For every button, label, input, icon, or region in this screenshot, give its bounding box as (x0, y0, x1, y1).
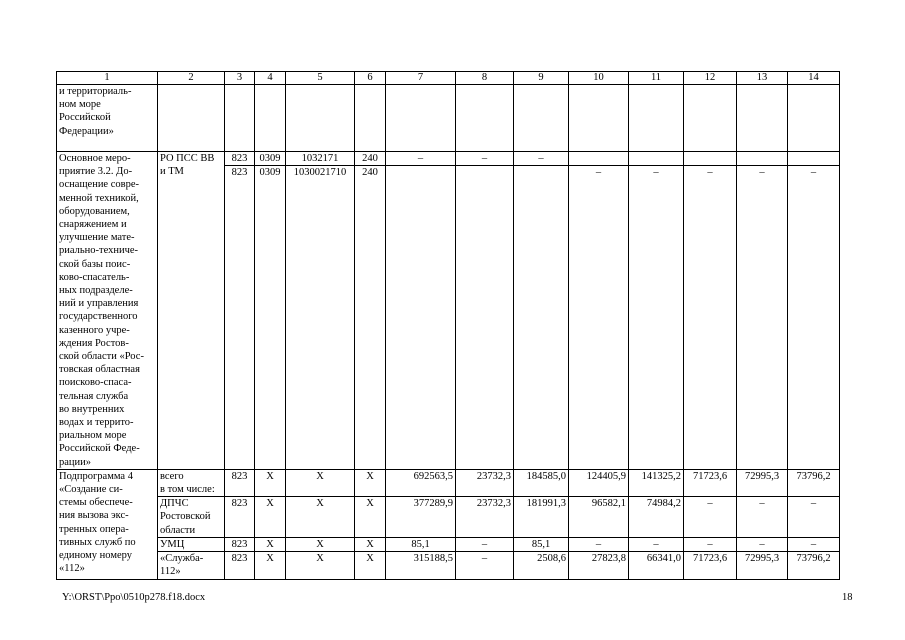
cell (569, 152, 629, 166)
cell: – (629, 166, 684, 470)
row-title: Основное меро- приятие 3.2. До- оснащение совре- менной техникой, оборудованием, снаряжением и улучшение мате- риально-техниче- ской базы поис- ково-спасатель- ных подразделе- ний и управления государственного казенного учре- ждения Ростов- ской области «Рос- товская областная поисково-спаса- тельная служба во внутренних водах и террито- риальном море Российской Феде- рации» (57, 152, 158, 470)
cell: X (355, 552, 386, 579)
col-header: 8 (456, 72, 514, 85)
cell: 377289,9 (386, 497, 456, 538)
cell: 240 (355, 152, 386, 166)
cell: 141325,2 (629, 469, 684, 496)
col-header: 6 (355, 72, 386, 85)
cell: X (286, 552, 355, 579)
table-row (57, 497, 840, 538)
cell: – (737, 537, 788, 551)
cell: 124405,9 (569, 469, 629, 496)
cell: X (255, 497, 286, 538)
cell: – (788, 497, 840, 538)
cell: X (286, 497, 355, 538)
cell: 1032171 (286, 152, 355, 166)
cell: 0309 (255, 166, 286, 470)
cell: 1030021710 (286, 166, 355, 470)
cell: X (355, 497, 386, 538)
cell (684, 152, 737, 166)
cell: 85,1 (514, 537, 569, 551)
cell (514, 166, 569, 470)
cell: 823 (225, 152, 255, 166)
cell: X (286, 537, 355, 551)
cell: – (684, 537, 737, 551)
cell (737, 152, 788, 166)
cell: – (569, 166, 629, 470)
cell: 72995,3 (737, 552, 788, 579)
cell: – (737, 497, 788, 538)
cell: – (629, 537, 684, 551)
table-row (57, 152, 840, 166)
cell: 85,1 (386, 537, 456, 551)
col-header: 9 (514, 72, 569, 85)
col-header: 12 (684, 72, 737, 85)
cell: 315188,5 (386, 552, 456, 579)
col-header: 10 (569, 72, 629, 85)
cell: 692563,5 (386, 469, 456, 496)
col-header: 4 (255, 72, 286, 85)
continuation-row (57, 85, 840, 152)
cell: – (456, 152, 514, 166)
executor-cell: всего в том числе: (158, 469, 225, 496)
cell: – (456, 552, 514, 579)
cell: – (514, 152, 569, 166)
header-row (57, 72, 840, 85)
cell: – (386, 152, 456, 166)
cell: 73796,2 (788, 469, 840, 496)
cell: 23732,3 (456, 497, 514, 538)
executor-cell: УМЦ (158, 537, 225, 551)
cell: – (684, 166, 737, 470)
cell: – (456, 537, 514, 551)
cell: – (684, 497, 737, 538)
cell: 96582,1 (569, 497, 629, 538)
cell: X (355, 469, 386, 496)
cell: 823 (225, 537, 255, 551)
cell: – (788, 166, 840, 470)
cell: 66341,0 (629, 552, 684, 579)
col-header: 14 (788, 72, 840, 85)
col-header: 2 (158, 72, 225, 85)
cell: 72995,3 (737, 469, 788, 496)
table-row (57, 537, 840, 551)
cell: 71723,6 (684, 552, 737, 579)
table-row (57, 469, 840, 496)
page-number: 18 (842, 592, 853, 603)
cell: 23732,3 (456, 469, 514, 496)
cell: 0309 (255, 152, 286, 166)
footer-file-path: Y:\ORST\Ppo\0510p278.f18.docx (62, 592, 206, 603)
cell: 240 (355, 166, 386, 470)
cell: 27823,8 (569, 552, 629, 579)
cell: 184585,0 (514, 469, 569, 496)
col-header: 5 (286, 72, 355, 85)
col-header: 3 (225, 72, 255, 85)
col-header: 1 (57, 72, 158, 85)
cell: – (788, 537, 840, 551)
col-header: 13 (737, 72, 788, 85)
cell: 181991,3 (514, 497, 569, 538)
cell: 71723,6 (684, 469, 737, 496)
cell: 823 (225, 166, 255, 470)
cell: 823 (225, 469, 255, 496)
cell: X (255, 469, 286, 496)
row-title: Подпрограмма 4 «Создание си- стемы обеспече- ния вызова экс- тренных опера- тивных служб по единому номеру «112» (57, 469, 158, 579)
cell: X (355, 537, 386, 551)
row-title: и территориаль- ном море Российской Федерации» (57, 85, 158, 152)
budget-table (56, 71, 840, 580)
executor-cell: «Служба- 112» (158, 552, 225, 579)
cell: X (255, 552, 286, 579)
table-row (57, 552, 840, 579)
cell (456, 166, 514, 470)
cell: 2508,6 (514, 552, 569, 579)
col-header: 11 (629, 72, 684, 85)
cell: – (569, 537, 629, 551)
cell: X (286, 469, 355, 496)
cell: 823 (225, 552, 255, 579)
cell: – (737, 166, 788, 470)
executor-cell: ДПЧС Ростовской области (158, 497, 225, 538)
cell: 73796,2 (788, 552, 840, 579)
cell (629, 152, 684, 166)
cell (386, 166, 456, 470)
cell: 74984,2 (629, 497, 684, 538)
cell: X (255, 537, 286, 551)
cell (788, 152, 840, 166)
executor-cell: РО ПСС ВВ и ТМ (158, 152, 225, 470)
col-header: 7 (386, 72, 456, 85)
cell: 823 (225, 497, 255, 538)
